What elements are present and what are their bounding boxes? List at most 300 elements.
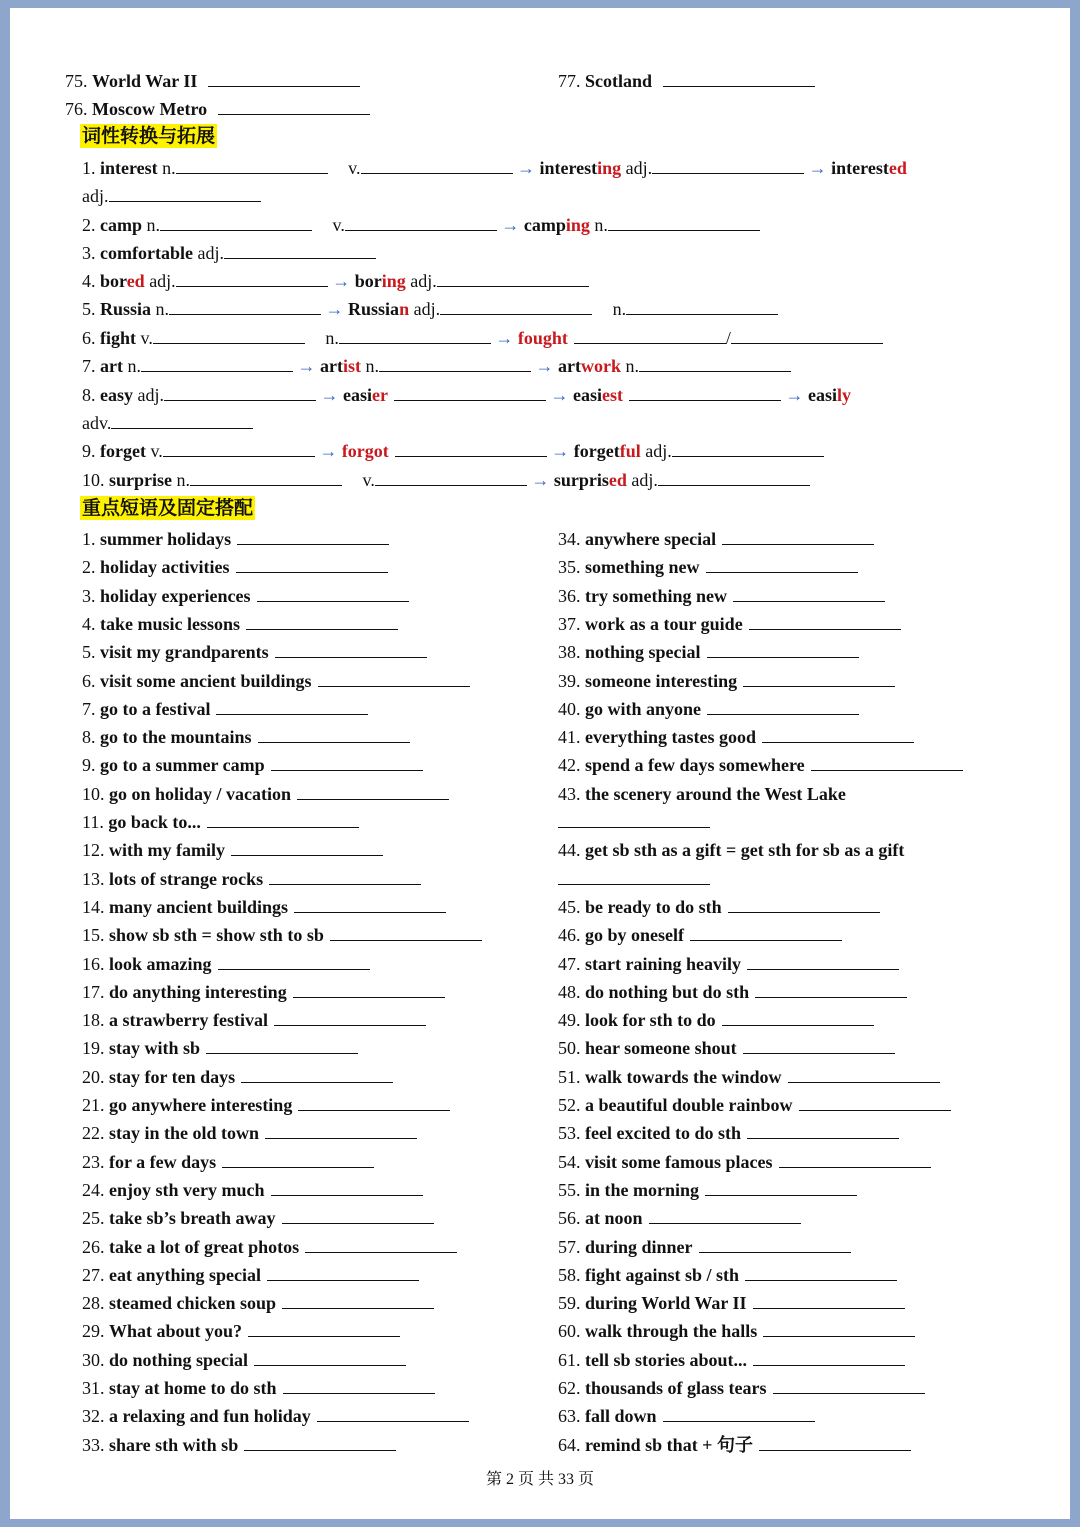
phrase-item xyxy=(558,585,885,607)
phrase-item-cont xyxy=(558,868,710,890)
phrase-text: go on holiday / vacation xyxy=(109,783,292,804)
item-number: 14. xyxy=(82,896,105,917)
phrase-text: look for sth to do xyxy=(585,1010,716,1031)
item-number: 57. xyxy=(558,1236,581,1257)
phrase-item xyxy=(82,783,449,805)
phrase-text: during World War II xyxy=(585,1293,747,1314)
item-number: 13. xyxy=(82,868,105,889)
item-number: 56. xyxy=(558,1208,581,1229)
phrase-text: fall down xyxy=(585,1406,657,1427)
phrase-item xyxy=(558,896,880,918)
answer-blank[interactable] xyxy=(733,587,885,602)
phrase-text: everything tastes good xyxy=(585,727,756,748)
item-number: 60. xyxy=(558,1321,581,1342)
answer-blank[interactable] xyxy=(257,587,409,602)
phrase-text: enjoy sth very much xyxy=(109,1179,265,1200)
word-form-row-4: 4. bored adj. → boring adj. xyxy=(82,270,589,292)
answer-blank[interactable] xyxy=(293,983,445,998)
answer-blank[interactable] xyxy=(394,386,546,401)
answer-blank[interactable] xyxy=(743,672,895,687)
answer-blank[interactable] xyxy=(649,1209,801,1224)
phrase-item xyxy=(82,1264,419,1286)
answer-blank[interactable] xyxy=(231,841,383,856)
phrase-item xyxy=(82,726,410,748)
word-form-row-5: 5. Russia n. → Russian adj. n. xyxy=(82,298,778,320)
answer-blank[interactable] xyxy=(237,530,389,545)
arrow-icon: → xyxy=(319,441,338,461)
item-number: 28. xyxy=(82,1293,105,1314)
phrase-item xyxy=(558,953,899,975)
item-number: 51. xyxy=(558,1066,581,1087)
item-number: 30. xyxy=(82,1349,105,1370)
answer-blank[interactable] xyxy=(282,1294,434,1309)
answer-blank[interactable] xyxy=(749,615,901,630)
phrase-text: hear someone shout xyxy=(585,1038,737,1059)
arrow-icon: → xyxy=(320,385,339,405)
phrase-text: thousands of glass tears xyxy=(585,1378,767,1398)
phrase-text: work as a tour guide xyxy=(585,613,743,634)
word-form-row-9: 9. forget v. → forgot → forgetful adj. xyxy=(82,440,824,462)
answer-blank[interactable] xyxy=(440,300,592,315)
item-number: 35. xyxy=(558,557,581,578)
phrase-text: feel excited to do sth xyxy=(585,1123,741,1144)
phrase-text: at noon xyxy=(585,1208,643,1229)
answer-blank[interactable] xyxy=(759,1436,911,1451)
phrase-item xyxy=(82,754,423,776)
item-number: 55. xyxy=(558,1179,581,1200)
item-number: 29. xyxy=(82,1321,105,1342)
item-number: 17. xyxy=(82,981,105,1002)
phrase-item xyxy=(558,1264,897,1286)
answer-blank[interactable] xyxy=(626,300,778,315)
answer-blank[interactable] xyxy=(753,1294,905,1309)
arrow-icon: → xyxy=(297,356,316,376)
item-number: 58. xyxy=(558,1264,581,1285)
word-form-row-3: 3. comfortable adj. xyxy=(82,242,376,264)
answer-blank[interactable] xyxy=(639,357,791,372)
phrase-item xyxy=(558,1377,925,1399)
phrase-item xyxy=(82,1037,358,1059)
answer-blank[interactable] xyxy=(799,1096,951,1111)
answer-blank[interactable] xyxy=(164,386,316,401)
item-number: 4. xyxy=(82,613,96,634)
answer-blank[interactable] xyxy=(379,357,531,372)
answer-blank[interactable] xyxy=(629,386,781,401)
arrow-icon: → xyxy=(531,470,550,490)
phrase-text: a strawberry festival xyxy=(109,1010,268,1031)
item-number: 22. xyxy=(82,1123,105,1144)
phrase-item xyxy=(558,1066,940,1088)
answer-blank[interactable] xyxy=(111,414,253,429)
answer-blank[interactable] xyxy=(747,1124,899,1139)
arrow-icon: → xyxy=(551,441,570,461)
phrase-text: eat anything special xyxy=(109,1264,262,1285)
phrase-text: many ancient buildings xyxy=(109,896,289,917)
phrase-item xyxy=(82,528,389,550)
phrase-text: holiday activities xyxy=(100,557,230,578)
phrase-text: try something new xyxy=(585,585,727,606)
answer-blank[interactable] xyxy=(206,1039,358,1054)
arrow-icon: → xyxy=(550,385,569,405)
item-number: 10. xyxy=(82,783,105,804)
answer-blank[interactable] xyxy=(208,72,360,87)
arrow-icon: → xyxy=(325,299,344,319)
word-form-row-2: 2. camp n. v. → camping n. xyxy=(82,214,760,236)
phrase-item xyxy=(82,698,368,720)
phrase-item xyxy=(82,1236,457,1258)
answer-blank[interactable] xyxy=(745,1266,897,1281)
phrase-item xyxy=(558,981,907,1003)
answer-blank[interactable] xyxy=(207,813,359,828)
answer-blank[interactable] xyxy=(176,272,328,287)
phrase-item xyxy=(558,670,895,692)
answer-blank[interactable] xyxy=(218,100,370,115)
item-number: 6. xyxy=(82,670,96,691)
arrow-icon: → xyxy=(785,385,804,405)
phrase-item xyxy=(82,1349,406,1371)
answer-blank[interactable] xyxy=(706,558,858,573)
phrase-item xyxy=(558,1151,931,1173)
phrase-text: stay at home to do sth xyxy=(109,1378,277,1398)
answer-blank[interactable] xyxy=(755,983,907,998)
answer-blank[interactable] xyxy=(707,643,859,658)
item-number: 45. xyxy=(558,896,581,917)
phrase-item xyxy=(558,1405,815,1427)
phrase-item xyxy=(558,1094,951,1116)
answer-blank[interactable] xyxy=(274,1011,426,1026)
answer-blank[interactable] xyxy=(236,558,388,573)
answer-blank[interactable] xyxy=(779,1153,931,1168)
item-number: 32. xyxy=(82,1406,105,1427)
phrase-text: lots of strange rocks xyxy=(109,868,264,889)
item-number: 20. xyxy=(82,1066,105,1087)
item-number: 53. xyxy=(558,1123,581,1144)
phrase-text: walk towards the window xyxy=(585,1066,782,1087)
phrase-item xyxy=(558,641,859,663)
phrase-text: take music lessons xyxy=(100,613,241,634)
phrase-item xyxy=(82,1151,374,1173)
phrase-item xyxy=(82,1434,396,1456)
item-number: 52. xyxy=(558,1095,581,1115)
item-number: 41. xyxy=(558,727,581,748)
item-number: 26. xyxy=(82,1236,105,1257)
item-number: 40. xyxy=(558,698,581,719)
answer-blank[interactable] xyxy=(176,159,328,174)
phrase-item xyxy=(82,924,482,946)
answer-blank[interactable] xyxy=(224,244,376,259)
phrase-text: a beautiful double rainbow xyxy=(585,1095,793,1115)
answer-blank[interactable] xyxy=(773,1379,925,1394)
answer-blank[interactable] xyxy=(246,615,398,630)
phrase-text: get sb sth as a gift = get sth for sb as a gift xyxy=(585,840,905,861)
answer-blank[interactable] xyxy=(160,216,312,231)
phrase-text: take sb’s breath away xyxy=(109,1208,276,1229)
answer-blank[interactable] xyxy=(728,898,880,913)
phrase-item xyxy=(82,613,398,635)
answer-blank[interactable] xyxy=(248,1322,400,1337)
answer-blank[interactable] xyxy=(707,700,859,715)
answer-blank[interactable] xyxy=(747,955,899,970)
phrase-item xyxy=(82,1066,393,1088)
phrase-text: steamed chicken soup xyxy=(109,1293,277,1314)
item-number: 21. xyxy=(82,1095,105,1115)
phrase-text: go back to... xyxy=(108,812,201,832)
arrow-icon: → xyxy=(332,271,351,291)
item-number: 47. xyxy=(558,953,581,974)
item-number: 50. xyxy=(558,1038,581,1059)
phrase-text: for a few days xyxy=(109,1151,217,1172)
answer-blank[interactable] xyxy=(339,329,491,344)
phrase-item xyxy=(82,1094,450,1116)
phrase-text: stay in the old town xyxy=(109,1123,260,1144)
answer-blank[interactable] xyxy=(169,300,321,315)
answer-blank[interactable] xyxy=(672,442,824,457)
answer-blank[interactable] xyxy=(216,700,368,715)
word-form-row-1: 1. interest n. v. → interesting adj. → interested xyxy=(82,158,907,178)
item-number: 1. xyxy=(82,529,96,549)
answer-blank[interactable] xyxy=(265,1124,417,1139)
word-form-row-8-cont: adv. xyxy=(82,412,253,434)
answer-blank[interactable] xyxy=(658,471,810,486)
item-number: 54. xyxy=(558,1151,581,1172)
item-number: 48. xyxy=(558,981,581,1002)
phrase-item xyxy=(558,1122,899,1144)
answer-blank[interactable] xyxy=(699,1238,851,1253)
phrase-text: holiday experiences xyxy=(100,585,251,606)
phrase-item xyxy=(82,811,359,833)
item-number: 36. xyxy=(558,585,581,606)
item-number: 15. xyxy=(82,925,105,946)
item-number: 25. xyxy=(82,1208,105,1229)
answer-blank[interactable] xyxy=(663,72,815,87)
phrase-item xyxy=(558,1292,905,1314)
answer-blank[interactable] xyxy=(663,1407,815,1422)
word-form-row-6: 6. fight v. n. → fought / xyxy=(82,327,883,349)
phrase-text: tell sb stories about... xyxy=(585,1349,747,1370)
arrow-icon: → xyxy=(517,158,535,178)
answer-blank[interactable] xyxy=(298,1096,450,1111)
phrase-text: take a lot of great photos xyxy=(109,1236,300,1257)
item-number: 9. xyxy=(82,755,96,776)
phrase-item xyxy=(558,783,846,805)
phrase-item xyxy=(82,585,409,607)
answer-blank[interactable] xyxy=(297,785,449,800)
phrase-text: the scenery around the West Lake xyxy=(585,783,846,804)
worksheet-page xyxy=(10,8,1070,1519)
phrase-text: a relaxing and fun holiday xyxy=(109,1406,311,1427)
answer-blank[interactable] xyxy=(218,955,370,970)
answer-blank[interactable] xyxy=(690,926,842,941)
section-heading-word-forms: 词性转换与拓展 xyxy=(82,125,216,147)
item-number: 59. xyxy=(558,1293,581,1314)
item-number: 11. xyxy=(82,812,104,832)
phrase-text: stay for ten days xyxy=(109,1066,236,1087)
phrase-text: visit some famous places xyxy=(585,1151,773,1172)
phrase-item xyxy=(82,1122,417,1144)
answer-blank[interactable] xyxy=(375,471,527,486)
answer-blank[interactable] xyxy=(811,756,963,771)
item-number: 63. xyxy=(558,1406,581,1427)
item-number: 34. xyxy=(558,529,581,549)
phrase-item xyxy=(558,1207,801,1229)
item-number: 44. xyxy=(558,840,581,861)
phrase-item xyxy=(558,698,859,720)
item-number: 19. xyxy=(82,1038,105,1059)
phrase-text: go with anyone xyxy=(585,698,702,719)
phrase-item xyxy=(82,556,388,578)
item-text: World War II xyxy=(92,71,198,91)
answer-blank[interactable] xyxy=(722,530,874,545)
answer-blank[interactable] xyxy=(258,728,410,743)
answer-blank[interactable] xyxy=(271,756,423,771)
phrase-text: share sth with sb xyxy=(109,1434,239,1455)
phrase-text: What about you? xyxy=(109,1321,243,1342)
word-form-row-10: 10. surprise n. v. → surprised adj. xyxy=(82,469,810,491)
phrase-text: remind sb that + 句子 xyxy=(585,1434,753,1455)
item-text: Scotland xyxy=(585,71,653,91)
item-number: 46. xyxy=(558,925,581,946)
answer-blank[interactable] xyxy=(244,1436,396,1451)
item-number: 49. xyxy=(558,1010,581,1031)
answer-blank[interactable] xyxy=(361,159,513,174)
answer-blank[interactable] xyxy=(558,870,710,885)
phrase-text: visit my grandparents xyxy=(100,642,269,663)
phrase-item xyxy=(558,1320,915,1342)
phrase-text: do nothing but do sth xyxy=(585,981,750,1002)
answer-blank[interactable] xyxy=(705,1181,857,1196)
phrase-item xyxy=(82,839,383,861)
phrase-item xyxy=(82,981,445,1003)
phrase-text: show sb sth = show sth to sb xyxy=(109,925,324,946)
phrase-item xyxy=(558,528,874,550)
answer-blank[interactable] xyxy=(330,926,482,941)
item-number: 24. xyxy=(82,1179,105,1200)
item-number: 75. xyxy=(65,71,88,91)
arrow-icon: → xyxy=(535,356,554,376)
item-number: 27. xyxy=(82,1264,105,1285)
phrase-text: anywhere special xyxy=(585,529,717,549)
phrase-item xyxy=(82,670,470,692)
phrase-text: something new xyxy=(585,557,700,578)
phrase-item xyxy=(558,839,904,861)
answer-blank[interactable] xyxy=(141,357,293,372)
item-number: 18. xyxy=(82,1010,105,1031)
phrase-text: fight against sb / sth xyxy=(585,1264,740,1285)
item-number: 64. xyxy=(558,1434,581,1455)
item-number: 38. xyxy=(558,642,581,663)
answer-blank[interactable] xyxy=(763,1322,915,1337)
answer-blank[interactable] xyxy=(294,898,446,913)
answer-blank[interactable] xyxy=(652,159,804,174)
phrase-item xyxy=(82,641,427,663)
phrase-item xyxy=(82,1179,423,1201)
answer-blank[interactable] xyxy=(788,1068,940,1083)
answer-blank[interactable] xyxy=(608,216,760,231)
phrase-text: during dinner xyxy=(585,1236,693,1257)
phrase-text: in the morning xyxy=(585,1179,700,1200)
phrase-item xyxy=(82,1405,469,1427)
answer-blank[interactable] xyxy=(731,329,883,344)
item-number: 77. xyxy=(558,71,581,91)
item-number: 8. xyxy=(82,727,96,748)
answer-blank[interactable] xyxy=(267,1266,419,1281)
item-number: 31. xyxy=(82,1378,105,1398)
item-number: 62. xyxy=(558,1378,581,1398)
phrase-item xyxy=(82,1292,434,1314)
vocab-item-75 xyxy=(65,70,360,92)
answer-blank[interactable] xyxy=(305,1238,457,1253)
arrow-icon: → xyxy=(501,215,520,235)
phrase-text: summer holidays xyxy=(100,529,232,549)
answer-blank[interactable] xyxy=(318,672,470,687)
phrase-text: nothing special xyxy=(585,642,701,663)
answer-blank[interactable] xyxy=(109,187,261,202)
page-footer: 第 2 页 共 33 页 xyxy=(485,1471,594,1488)
answer-blank[interactable] xyxy=(190,471,342,486)
phrase-item xyxy=(558,1236,851,1258)
answer-blank[interactable] xyxy=(317,1407,469,1422)
phrase-item xyxy=(558,1349,905,1371)
phrase-item xyxy=(82,1207,434,1229)
answer-blank[interactable] xyxy=(437,272,589,287)
phrase-text: start raining heavily xyxy=(585,953,741,974)
phrase-text: do nothing special xyxy=(109,1349,249,1370)
answer-blank[interactable] xyxy=(282,1209,434,1224)
arrow-icon: → xyxy=(495,328,514,348)
item-number: 7. xyxy=(82,698,96,719)
phrase-text: visit some ancient buildings xyxy=(100,670,312,691)
item-number: 43. xyxy=(558,783,581,804)
answer-blank[interactable] xyxy=(163,442,315,457)
answer-blank[interactable] xyxy=(558,813,710,828)
answer-blank[interactable] xyxy=(254,1351,406,1366)
item-number: 5. xyxy=(82,642,96,663)
phrase-text: stay with sb xyxy=(109,1038,201,1059)
phrase-item xyxy=(558,726,914,748)
item-number: 16. xyxy=(82,953,105,974)
phrase-item xyxy=(558,754,963,776)
answer-blank[interactable] xyxy=(283,1379,435,1394)
answer-blank[interactable] xyxy=(762,728,914,743)
item-number: 3. xyxy=(82,585,96,606)
item-number: 61. xyxy=(558,1349,581,1370)
answer-blank[interactable] xyxy=(269,870,421,885)
answer-blank[interactable] xyxy=(222,1153,374,1168)
phrase-text: with my family xyxy=(109,840,225,861)
item-number: 33. xyxy=(82,1434,105,1455)
answer-blank[interactable] xyxy=(345,216,497,231)
answer-blank[interactable] xyxy=(574,329,726,344)
vocab-item-76 xyxy=(65,98,370,120)
item-number: 76. xyxy=(65,99,88,119)
answer-blank[interactable] xyxy=(722,1011,874,1026)
answer-blank[interactable] xyxy=(743,1039,895,1054)
phrase-item xyxy=(558,613,901,635)
phrase-item xyxy=(82,1320,400,1342)
item-number: 42. xyxy=(558,755,581,776)
answer-blank[interactable] xyxy=(153,329,305,344)
phrase-text: go to the mountains xyxy=(100,727,252,748)
phrase-text: go anywhere interesting xyxy=(109,1095,293,1115)
word-form-row-1-cont: adj. xyxy=(82,185,261,207)
item-text: Moscow Metro xyxy=(92,99,208,119)
answer-blank[interactable] xyxy=(275,643,427,658)
answer-blank[interactable] xyxy=(271,1181,423,1196)
phrase-item xyxy=(558,1434,911,1456)
answer-blank[interactable] xyxy=(241,1068,393,1083)
answer-blank[interactable] xyxy=(753,1351,905,1366)
answer-blank[interactable] xyxy=(395,442,547,457)
